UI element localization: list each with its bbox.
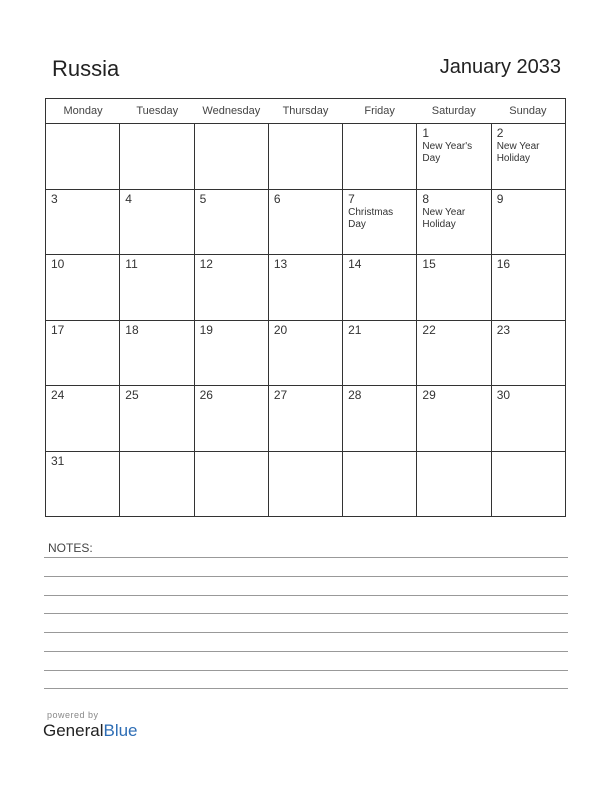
- day-cell: [269, 190, 343, 255]
- day-cell: [195, 190, 269, 255]
- day-cell: [492, 452, 565, 518]
- notes-line: [44, 557, 568, 558]
- day-number: 9: [496, 191, 504, 206]
- day-number: 1: [422, 126, 430, 140]
- notes-line: [44, 688, 568, 689]
- day-cell: [195, 124, 269, 189]
- notes-line: [44, 651, 568, 652]
- notes-line: [44, 632, 568, 633]
- weekday-friday: Friday: [364, 105, 395, 117]
- day-number: 10: [51, 257, 65, 271]
- calendar-grid: [45, 98, 566, 517]
- day-cell: [120, 452, 194, 518]
- holiday-label: New Year Holiday: [422, 206, 466, 230]
- day-cell: [195, 321, 269, 386]
- day-cell: [492, 124, 565, 189]
- day-cell: [46, 255, 120, 320]
- calendar-week-row: [46, 190, 565, 256]
- day-number: 29: [422, 388, 436, 402]
- day-cell: [269, 321, 343, 386]
- day-cell: [492, 255, 565, 320]
- day-number: 17: [51, 322, 65, 337]
- day-number: 20: [273, 322, 288, 337]
- day-cell: [46, 190, 120, 255]
- calendar-week-row: [46, 452, 565, 518]
- day-number: 6: [273, 191, 281, 206]
- day-cell: [492, 190, 565, 255]
- day-cell: [269, 255, 343, 320]
- notes-label: NOTES:: [48, 541, 93, 555]
- weekday-header-row: [46, 99, 565, 124]
- day-cell: [417, 124, 491, 189]
- day-cell: [417, 255, 491, 320]
- day-cell: [417, 452, 491, 518]
- day-cell: [417, 321, 491, 386]
- day-cell: [195, 452, 269, 518]
- day-number: 2: [496, 126, 504, 140]
- day-cell: [492, 321, 565, 386]
- calendar-week-row: [46, 321, 565, 387]
- day-cell: [417, 190, 491, 255]
- day-number: 5: [199, 191, 207, 206]
- day-cell: [46, 452, 120, 518]
- day-cell: [46, 321, 120, 386]
- day-cell: [120, 386, 194, 451]
- day-number: 4: [125, 191, 132, 206]
- day-cell: [269, 386, 343, 451]
- day-number: 8: [422, 191, 430, 206]
- day-number: 28: [348, 388, 362, 402]
- weekday-wednesday: Wednesday: [202, 105, 261, 117]
- day-cell: [343, 386, 417, 451]
- day-cell: [343, 190, 417, 255]
- day-cell: [343, 124, 417, 189]
- day-number: 3: [51, 191, 58, 206]
- day-number: 27: [273, 388, 288, 402]
- day-number: 15: [422, 257, 436, 271]
- notes-line: [44, 576, 568, 577]
- day-cell: [195, 386, 269, 451]
- calendar-week-row: [46, 255, 565, 321]
- country-title: Russia: [52, 56, 120, 81]
- day-number: 11: [125, 257, 138, 271]
- day-cell: [195, 255, 269, 320]
- weekday-saturday: Saturday: [431, 105, 476, 117]
- notes-line: [44, 595, 568, 596]
- day-cell: [46, 124, 120, 189]
- day-cell: [417, 386, 491, 451]
- powered-by-text: powered by: [47, 710, 99, 720]
- day-number: 7: [348, 191, 355, 206]
- generalblue-logo: [43, 721, 138, 741]
- day-cell: [46, 386, 120, 451]
- day-number: 23: [496, 322, 511, 337]
- day-number: 16: [496, 257, 511, 271]
- calendar-week-row: [46, 124, 565, 190]
- weekday-monday: Monday: [63, 105, 103, 117]
- calendar-week-row: [46, 386, 565, 452]
- holiday-label: Christmas Day: [348, 206, 394, 230]
- day-cell: [120, 321, 194, 386]
- notes-line: [44, 670, 568, 671]
- weekday-tuesday: Tuesday: [136, 105, 179, 117]
- day-number: 12: [199, 257, 213, 271]
- weekday-thursday: Thursday: [282, 105, 329, 117]
- day-cell: [120, 190, 194, 255]
- day-number: 14: [348, 257, 362, 271]
- day-number: 19: [199, 322, 213, 337]
- day-cell: [343, 452, 417, 518]
- day-number: 22: [422, 322, 436, 337]
- day-number: 26: [199, 388, 213, 402]
- day-cell: [269, 452, 343, 518]
- day-number: 31: [51, 453, 65, 468]
- calendar-weeks: [46, 124, 565, 517]
- day-cell: [120, 124, 194, 189]
- day-cell: [343, 255, 417, 320]
- day-cell: [343, 321, 417, 386]
- holiday-label: New Year's Day: [422, 141, 473, 164]
- day-cell: [120, 255, 194, 320]
- weekday-sunday: Sunday: [509, 105, 547, 117]
- brand-blue: Blue: [103, 721, 138, 740]
- day-number: 21: [348, 322, 362, 337]
- holiday-label: New Year Holiday: [496, 141, 540, 164]
- day-number: 24: [51, 388, 65, 402]
- day-number: 18: [125, 322, 139, 337]
- notes-line: [44, 613, 568, 614]
- day-cell: [269, 124, 343, 189]
- day-number: 25: [125, 388, 139, 402]
- day-cell: [492, 386, 565, 451]
- month-year-title: January 2033: [439, 56, 561, 78]
- day-number: 13: [273, 257, 288, 271]
- day-number: 30: [496, 388, 511, 402]
- brand-general: General: [43, 721, 104, 740]
